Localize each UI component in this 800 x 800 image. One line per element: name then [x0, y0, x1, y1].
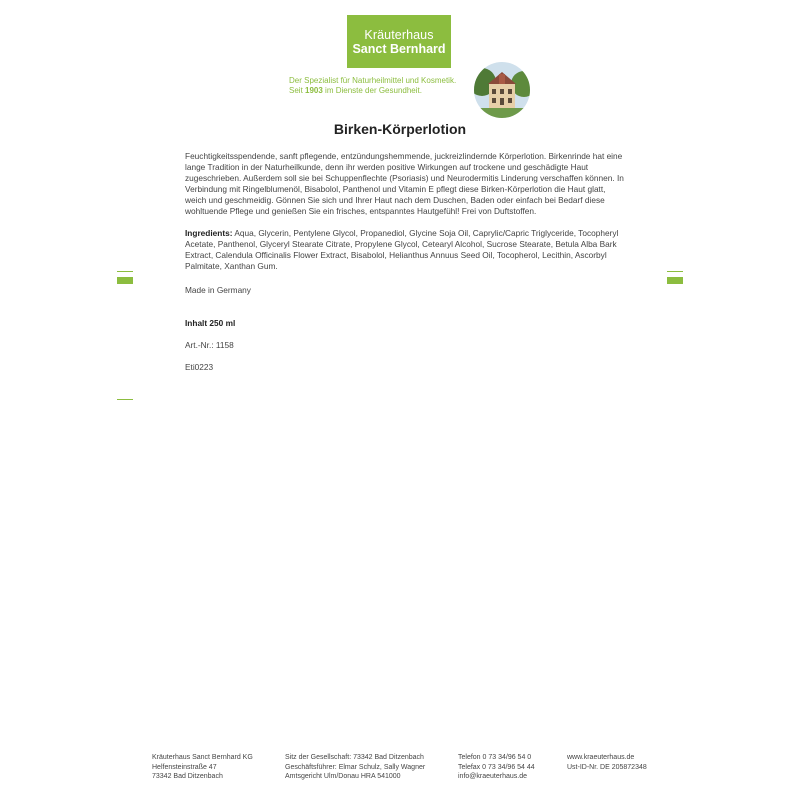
building-photo	[474, 62, 530, 118]
fold-mark-left-line	[117, 271, 133, 272]
product-title: Birken-Körperlotion	[333, 121, 467, 137]
footer-company-name: Kräuterhaus Sanct Bernhard KG	[152, 754, 253, 761]
footer-company	[152, 753, 253, 782]
brand-tagline	[289, 76, 474, 96]
footer-web	[567, 753, 647, 772]
description-text: Feuchtigkeitsspendende, sanft pflegende, entzündungshemmende, juckreizlindernde Körperlotion. Birkenrinde hat eine lange Tradition in der Naturheilkunde, denn ihr werden positive Wirkungen auf trockene und geschädigte Haut zugeschrieben. Außerdem soll sie bei Schuppenflechte (Psoriasis) und Neurodermitis Linderung verschaffen können. In Verbindung mit Ringelblumenöl, Bisabolol, Panthenol und Vitamin E pflegt diese Birken-Körperlotion die Haut glatt, weich und geschmeidig. Gönnen Sie sich und Ihrer Haut nach dem Duschen, Baden oder einfach bei Bedarf diese wohltuende Pflege und genießen Sie ein frisches, entspanntes Hautgefühl! Frei von Duftstoffen.	[185, 151, 624, 216]
footer-phone: Telefon 0 73 34/96 54 0	[458, 754, 532, 761]
tagline-line-2	[289, 86, 474, 96]
footer-vat-id: Ust-ID-Nr. DE 205872348	[567, 763, 647, 771]
footer-email: info@kraeuterhaus.de	[458, 773, 527, 780]
footer-seat: Sitz der Gesellschaft: 73342 Bad Ditzenbach	[285, 754, 424, 761]
logo-line-1: Kräuterhaus	[364, 27, 434, 42]
fold-mark-left-lower	[117, 399, 133, 400]
fold-mark-left-bar	[117, 277, 133, 284]
article-number: Art.-Nr.: 1158	[185, 340, 234, 350]
footer-court: Amtsgericht Ulm/Donau HRA 541000	[285, 773, 401, 780]
product-description	[185, 151, 625, 217]
fold-mark-right-line	[667, 271, 683, 272]
tagline-year: 1903	[305, 86, 323, 95]
footer-managers: Geschäftsführer: Elmar Schulz, Sally Wagner	[285, 763, 426, 771]
ingredients-block	[185, 228, 625, 272]
footer-website: www.kraeuterhaus.de	[567, 754, 635, 761]
label-code: Eti0223	[185, 362, 214, 372]
tagline-pre: Seit	[289, 86, 306, 95]
ingredients-label: Ingredients:	[185, 228, 233, 238]
tagline-line-1: Der Spezialist für Naturheilmittel und Kosmetik.	[289, 76, 457, 85]
fold-mark-right-bar	[667, 277, 683, 284]
origin-text: Made in Germany	[185, 285, 251, 295]
footer-company-street: Helfensteinstraße 47	[152, 763, 217, 771]
footer-contact	[458, 753, 535, 782]
ingredients-text: Aqua, Glycerin, Pentylene Glycol, Propanediol, Glycine Soja Oil, Caprylic/Capric Triglyceride, Tocopheryl Acetate, Panthenol, Glyceryl Stearate Citrate, Propylene Glycol, Cetearyl Alcohol, Sucrose Stearate, Betula Alba Bark Extract, Calendula Officinalis Flower Extract, Bisabolol, Helianthus Annuus Seed Oil, Tocopherol, Lecithin, Ascorbyl Palmitate, Xanthan Gum.	[185, 228, 619, 271]
brand-logo	[347, 15, 451, 68]
logo-line-2: Sanct Bernhard	[352, 41, 446, 56]
footer-legal	[285, 753, 425, 782]
tagline-post: im Dienste der Gesundheit.	[322, 86, 422, 95]
content-volume: Inhalt 250 ml	[185, 318, 236, 328]
footer-fax: Telefax 0 73 34/96 54 44	[458, 763, 535, 771]
footer-company-city: 73342 Bad Ditzenbach	[152, 773, 223, 780]
